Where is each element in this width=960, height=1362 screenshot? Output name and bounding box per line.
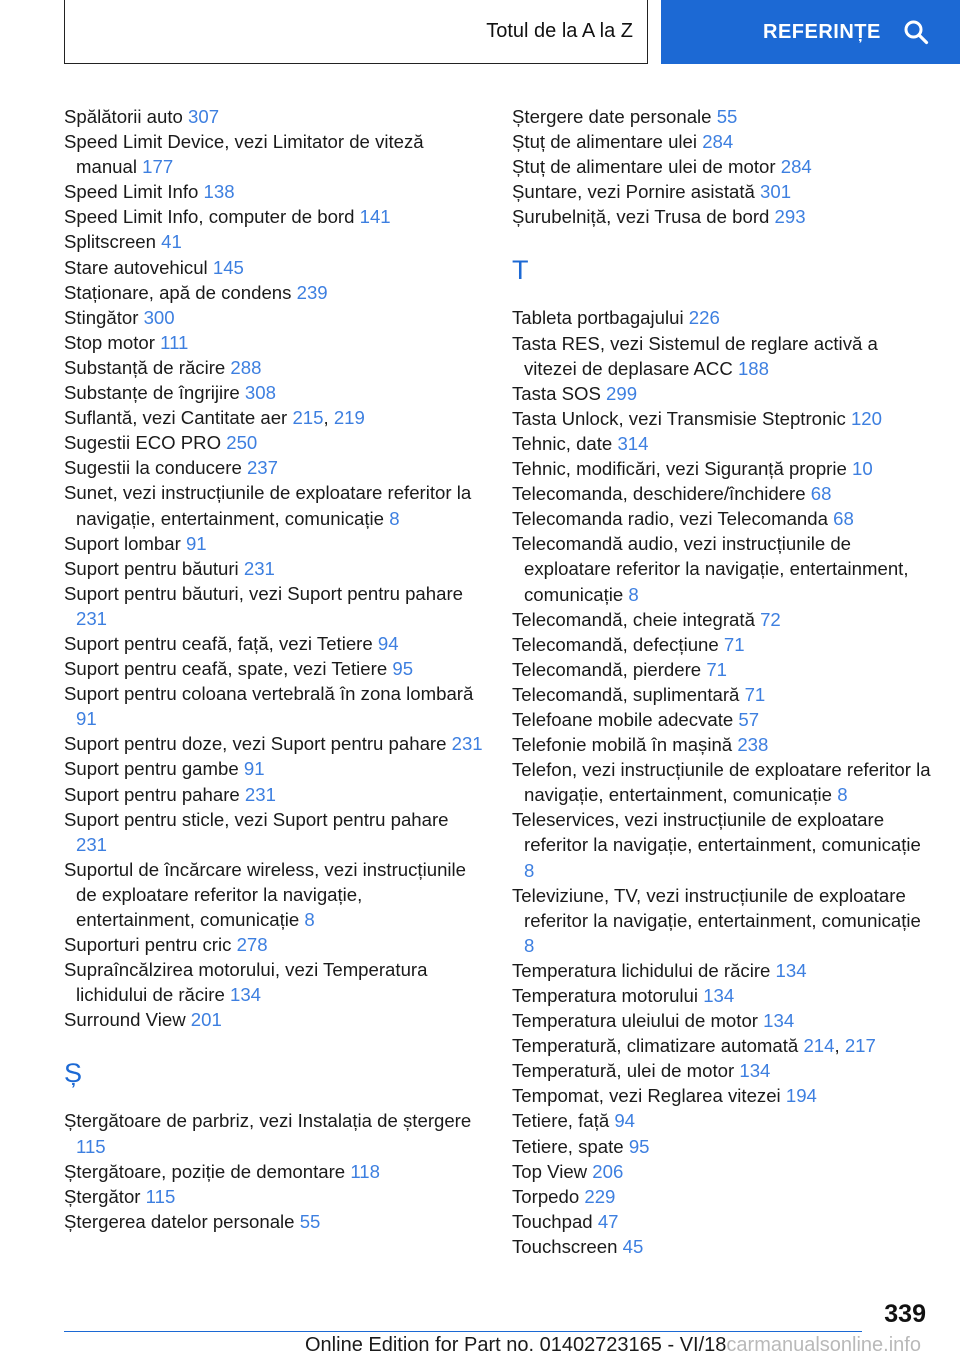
index-entry bbox=[64, 455, 484, 480]
index-entry bbox=[512, 456, 932, 481]
index-entry bbox=[512, 331, 932, 381]
index-entry-text: Telecomandă, cheie integrată bbox=[512, 608, 755, 630]
index-entry-text: Speed Limit Info, computer de bord bbox=[64, 206, 355, 228]
index-entry-text: Surround View bbox=[64, 1009, 186, 1031]
index-entry-text: Șuntare, vezi Pornire asistată bbox=[512, 181, 755, 203]
page-link[interactable]: 95 bbox=[628, 1135, 650, 1157]
index-entry-text: Șurubelniță, vezi Trusa de bord bbox=[512, 206, 770, 228]
page-link[interactable]: 120 bbox=[850, 407, 882, 429]
index-entry-text: Temperatură, climatizare automată bbox=[512, 1035, 799, 1057]
index-entry bbox=[64, 782, 484, 807]
index-entry bbox=[512, 154, 932, 179]
index-entry bbox=[64, 430, 484, 455]
index-entry bbox=[64, 1184, 484, 1209]
page-link[interactable]: 118 bbox=[350, 1160, 380, 1182]
page-link[interactable]: 138 bbox=[203, 181, 235, 203]
page-link[interactable]: 10 bbox=[852, 458, 873, 480]
page-link[interactable]: 115 bbox=[145, 1185, 176, 1207]
index-entry-text: Suport pentru pahare bbox=[64, 783, 240, 805]
index-entry-text: Suportul de încărcare wireless, vezi instrucțiunile de exploatare referitor la navigație, entertainment, comunicație bbox=[64, 858, 467, 930]
index-entry bbox=[512, 431, 932, 456]
index-entry bbox=[64, 556, 484, 581]
page-link[interactable]: 226 bbox=[688, 307, 720, 329]
page-link[interactable]: 314 bbox=[617, 432, 649, 454]
chapter-header[interactable] bbox=[661, 0, 960, 64]
page-link[interactable]: 55 bbox=[716, 106, 738, 127]
page-link[interactable]: 91 bbox=[243, 758, 265, 780]
page-link[interactable]: 71 bbox=[706, 658, 728, 680]
index-entry-text: Suport pentru băuturi bbox=[64, 557, 239, 579]
index-entry bbox=[64, 104, 484, 129]
page-link[interactable]: 284 bbox=[702, 131, 734, 153]
page-link[interactable]: 301 bbox=[760, 181, 792, 203]
index-entry bbox=[512, 305, 932, 330]
index-entry bbox=[64, 129, 484, 179]
index-entry-text: Telecomanda radio, vezi Telecomanda bbox=[512, 508, 828, 530]
index-entry bbox=[512, 406, 932, 431]
index-entry bbox=[64, 631, 484, 656]
footer bbox=[305, 1334, 921, 1357]
index-entry-text: Ștuț de alimentare ulei de motor bbox=[512, 156, 776, 178]
page-link[interactable]: 231 bbox=[76, 833, 108, 855]
page-link[interactable]: 91 bbox=[76, 708, 97, 730]
index-entry-text: Ștergătoare de parbriz, vezi Instalația de ștergere bbox=[64, 1110, 472, 1132]
page-link[interactable]: 8 bbox=[628, 583, 639, 605]
index-entry-text: Telefonie mobilă în mașină bbox=[512, 734, 733, 756]
page-link[interactable]: 237 bbox=[246, 457, 278, 479]
index-entry-text: Telecomandă, pierdere bbox=[512, 658, 702, 680]
index-entry-text: Torpedo bbox=[512, 1185, 580, 1207]
page-link[interactable]: 134 bbox=[775, 959, 807, 981]
page-link[interactable]: 8 bbox=[837, 784, 848, 806]
page-link[interactable]: 41 bbox=[161, 231, 182, 253]
page-link[interactable]: 55 bbox=[299, 1210, 321, 1232]
index-entry bbox=[64, 581, 484, 631]
index-entry-text: Tableta portbagajului bbox=[512, 307, 684, 329]
index-entry bbox=[64, 255, 484, 280]
index-entry bbox=[64, 1159, 484, 1184]
index-entry bbox=[512, 632, 932, 657]
index-entry-text: Ștergător bbox=[64, 1185, 141, 1207]
index-entry-text: Suflantă, vezi Cantitate aer bbox=[64, 407, 288, 429]
index-column-right bbox=[512, 104, 932, 1259]
index-entry-text: Ștuț de alimentare ulei bbox=[512, 131, 698, 153]
page-link[interactable]: 201 bbox=[190, 1009, 222, 1031]
index-entry-text: Tehnic, date bbox=[512, 432, 613, 454]
index-entry-text: Telecomandă audio, vezi instrucțiunile de exploatare referitor la navigație, entertainment, comunicație bbox=[512, 533, 909, 605]
index-entry bbox=[512, 1159, 932, 1184]
page-link[interactable]: 194 bbox=[785, 1085, 817, 1107]
index-entry-text: Sunet, vezi instrucțiunile de exploatare referitor la navigație, entertainment, comunicație bbox=[64, 482, 472, 529]
index-entry bbox=[512, 958, 932, 983]
page-link[interactable]: 71 bbox=[723, 633, 745, 655]
index-entry-text: Stop motor bbox=[64, 331, 155, 353]
page-link[interactable]: 71 bbox=[744, 683, 766, 705]
footer-watermark: carmanualsonline.info bbox=[726, 1334, 921, 1356]
index-entry-text: Speed Limit Info bbox=[64, 181, 199, 203]
index-entry-text: Top View bbox=[512, 1160, 588, 1182]
page-link[interactable]: 72 bbox=[760, 608, 781, 630]
page-link[interactable]: 177 bbox=[142, 156, 174, 178]
page-link[interactable]: 307 bbox=[188, 106, 220, 127]
index-entry bbox=[64, 204, 484, 229]
index-entry-text: Substanțe de îngrijire bbox=[64, 382, 240, 404]
index-entry-text: Temperatură, ulei de motor bbox=[512, 1060, 735, 1082]
page-link[interactable]: 250 bbox=[226, 432, 258, 454]
index-entry-text: Ștergere date personale bbox=[512, 106, 712, 127]
index-entry-text: Sugestii la conducere bbox=[64, 457, 242, 479]
index-entry bbox=[512, 506, 932, 531]
index-entry-text: Tasta Unlock, vezi Transmisie Steptronic bbox=[512, 407, 846, 429]
page-link[interactable]: 278 bbox=[236, 934, 268, 956]
index-entry bbox=[512, 1209, 932, 1234]
page-number: 339 bbox=[884, 1300, 926, 1328]
index-entry-text: Suport lombar bbox=[64, 532, 181, 554]
index-entry-text: Substanță de răcire bbox=[64, 356, 226, 378]
index-entry-text: Temperatura lichidului de răcire bbox=[512, 959, 771, 981]
page-link[interactable]: 299 bbox=[606, 382, 638, 404]
index-entry-text: Staționare, apă de condens bbox=[64, 281, 292, 303]
index-entry-text: Tehnic, modificări, vezi Siguranță proprie bbox=[512, 458, 847, 480]
page-link[interactable]: 293 bbox=[774, 206, 806, 228]
chapter-title[interactable]: REFERINȚE bbox=[763, 20, 881, 43]
index-entry bbox=[512, 1234, 932, 1259]
page-link[interactable]: 134 bbox=[739, 1060, 771, 1082]
index-entry-text: Tempomat, vezi Reglarea vitezei bbox=[512, 1085, 781, 1107]
index-entry-text: Teleservices, vezi instrucțiunile de exploatare referitor la navigație, entertainment, comunicație bbox=[512, 809, 921, 856]
page-link[interactable]: 206 bbox=[592, 1160, 624, 1182]
index-entry bbox=[64, 1108, 484, 1158]
index-entry-text: Televiziune, TV, vezi instrucțiunile de exploatare referitor la navigație, entertainment, comunicație bbox=[512, 884, 921, 931]
page-link[interactable]: 94 bbox=[377, 632, 399, 654]
index-entry: Suflantă, vezi Cantitate aer 215, 219 bbox=[64, 407, 365, 429]
page-link[interactable]: 145 bbox=[212, 256, 244, 278]
index-entry-text: Tasta RES, vezi Sistemul de reglare activă a vitezei de deplasare ACC bbox=[512, 332, 878, 379]
page-link[interactable]: 134 bbox=[230, 984, 262, 1006]
index-entry bbox=[512, 531, 932, 606]
index-entry bbox=[64, 807, 484, 857]
index-entry-text: Splitscreen bbox=[64, 231, 156, 253]
index-entry bbox=[512, 757, 932, 807]
index-entry bbox=[64, 731, 484, 756]
section-title: Totul de la A la Z bbox=[486, 20, 633, 42]
page-link[interactable]: 134 bbox=[703, 985, 735, 1006]
footer-divider bbox=[64, 1331, 862, 1332]
page-link[interactable]: 214 bbox=[803, 1035, 835, 1057]
index-entry bbox=[64, 480, 484, 530]
index-entry bbox=[512, 607, 932, 632]
index-entry bbox=[512, 883, 932, 958]
index-entry-text: Tetiere, spate bbox=[512, 1135, 624, 1157]
page-link[interactable]: 95 bbox=[392, 658, 414, 680]
page-link[interactable]: 134 bbox=[763, 1010, 795, 1032]
index-entry bbox=[512, 204, 932, 229]
index-entry-text: Suport pentru gambe bbox=[64, 758, 239, 780]
index-entry-text: Temperatura uleiului de motor bbox=[512, 1010, 758, 1032]
page-link[interactable]: 94 bbox=[614, 1110, 636, 1132]
index-entry-text: Suport pentru ceafă, spate, vezi Tetiere bbox=[64, 658, 388, 680]
index-entry-text: Touchscreen bbox=[512, 1235, 618, 1257]
page-link[interactable]: 8 bbox=[389, 507, 400, 529]
index-entry bbox=[64, 857, 484, 932]
index-letter-heading: Ș bbox=[64, 1058, 83, 1089]
index-entry-text: Tasta SOS bbox=[512, 382, 601, 404]
index-entry-text: Suport pentru ceafă, față, vezi Tetiere bbox=[64, 632, 373, 654]
index-entry bbox=[64, 681, 484, 731]
index-entry-text: Speed Limit Device, vezi Limitator de viteză manual bbox=[64, 131, 424, 178]
page-link[interactable]: 8 bbox=[524, 934, 535, 956]
page-link[interactable]: 219 bbox=[333, 407, 365, 429]
index-entry-text: Tetiere, față bbox=[512, 1110, 610, 1132]
index-entry bbox=[512, 807, 932, 882]
index-entry-text: Touchpad bbox=[512, 1210, 593, 1232]
index-entry-text: Suport pentru sticle, vezi Suport pentru pahare bbox=[64, 808, 449, 830]
page-link[interactable]: 57 bbox=[738, 708, 760, 730]
page-link[interactable]: 111 bbox=[160, 331, 189, 353]
page-link[interactable]: 300 bbox=[143, 306, 175, 328]
index-entry-text: Ștergătoare, poziție de demontare bbox=[64, 1160, 346, 1182]
index-entry-text: Suport pentru doze, vezi Suport pentru pahare bbox=[64, 733, 447, 755]
page-link[interactable]: 231 bbox=[76, 607, 108, 629]
page-link[interactable]: 45 bbox=[622, 1235, 644, 1257]
index-entry bbox=[512, 1008, 932, 1033]
index-entry bbox=[64, 1209, 484, 1234]
index-letter-heading: T bbox=[512, 255, 529, 286]
index-entry bbox=[512, 983, 932, 1008]
index-entry-text: Telecomandă, suplimentară bbox=[512, 683, 740, 705]
index-entry-text: Telefon, vezi instrucțiunile de exploatare referitor la navigație, entertainment, comunicație bbox=[512, 759, 931, 806]
page-link[interactable]: 239 bbox=[296, 281, 328, 303]
index-entry-text: Supraîncălzirea motorului, vezi Temperatura lichidului de răcire bbox=[64, 959, 428, 1006]
index-entry bbox=[64, 957, 484, 1007]
index-entry bbox=[512, 179, 932, 204]
index-entry bbox=[512, 1058, 932, 1083]
page-link[interactable]: 231 bbox=[244, 783, 276, 805]
index-entry bbox=[512, 682, 932, 707]
index-entry bbox=[512, 129, 932, 154]
page-link[interactable]: 231 bbox=[451, 733, 483, 755]
index-entry-text: Suport pentru coloana vertebrală în zona lombară bbox=[64, 683, 474, 705]
page-link[interactable]: 141 bbox=[359, 206, 391, 228]
index-entry-text: Telecomandă, defecțiune bbox=[512, 633, 719, 655]
page-link[interactable]: 288 bbox=[230, 356, 262, 378]
page-link[interactable]: 231 bbox=[243, 557, 275, 579]
index-entry-text: Spălătorii auto bbox=[64, 106, 183, 127]
index-entry-text: Suport pentru băuturi, vezi Suport pentru pahare bbox=[64, 582, 463, 604]
index-entry bbox=[512, 381, 932, 406]
index-entry bbox=[64, 179, 484, 204]
index-entry bbox=[64, 330, 484, 355]
index-entry-text: Stingător bbox=[64, 306, 139, 328]
page-link[interactable]: 47 bbox=[597, 1210, 619, 1232]
page-link[interactable]: 68 bbox=[810, 483, 832, 505]
index-entry-text: Suporturi pentru cric bbox=[64, 934, 232, 956]
index-entry bbox=[512, 707, 932, 732]
index-entry bbox=[64, 280, 484, 305]
page-link[interactable]: 229 bbox=[584, 1185, 616, 1207]
index-entry bbox=[512, 481, 932, 506]
index-entry bbox=[512, 1108, 932, 1133]
search-icon[interactable] bbox=[903, 19, 929, 45]
page-link[interactable]: 215 bbox=[292, 407, 324, 429]
index-entry: Temperatură, climatizare automată 214, 217 bbox=[512, 1035, 876, 1057]
footer-edition: Online Edition for Part no. 01402723165 - VI/18 bbox=[305, 1334, 727, 1356]
index-entry bbox=[512, 657, 932, 682]
index-entry bbox=[64, 355, 484, 380]
page-link[interactable]: 308 bbox=[244, 382, 276, 404]
index-entry-text: Telecomanda, deschidere/închidere bbox=[512, 483, 806, 505]
index-column-left bbox=[64, 104, 484, 1234]
page-link[interactable]: 238 bbox=[737, 734, 769, 756]
page-link[interactable]: 8 bbox=[304, 909, 315, 930]
index-entry-text: Ștergerea datelor personale bbox=[64, 1210, 295, 1232]
page-link[interactable]: 68 bbox=[833, 508, 854, 530]
index-entry bbox=[64, 756, 484, 781]
index-entry bbox=[512, 1083, 932, 1108]
index-entry bbox=[512, 1134, 932, 1159]
index-entry bbox=[512, 104, 932, 129]
index-entry-text: Stare autovehicul bbox=[64, 256, 208, 278]
index-entry bbox=[512, 1184, 932, 1209]
index-entry bbox=[64, 1007, 484, 1032]
index-entry bbox=[64, 380, 484, 405]
index-entry bbox=[512, 732, 932, 757]
page-link[interactable]: 284 bbox=[780, 156, 812, 178]
index-entry bbox=[64, 229, 484, 254]
index-entry-text: Temperatura motorului bbox=[512, 985, 699, 1006]
index-entry bbox=[64, 932, 484, 957]
page-link[interactable]: 91 bbox=[185, 532, 207, 554]
page-link[interactable]: 217 bbox=[844, 1035, 876, 1057]
index-entry-text: Telefoane mobile adecvate bbox=[512, 708, 734, 730]
index-entry bbox=[64, 305, 484, 330]
page-link[interactable]: 8 bbox=[524, 859, 535, 881]
page-link[interactable]: 188 bbox=[737, 357, 769, 379]
index-entry bbox=[64, 531, 484, 556]
page-link[interactable]: 115 bbox=[76, 1135, 106, 1157]
index-entry bbox=[64, 656, 484, 681]
index-entry-text: Sugestii ECO PRO bbox=[64, 432, 222, 454]
section-header bbox=[64, 0, 648, 64]
